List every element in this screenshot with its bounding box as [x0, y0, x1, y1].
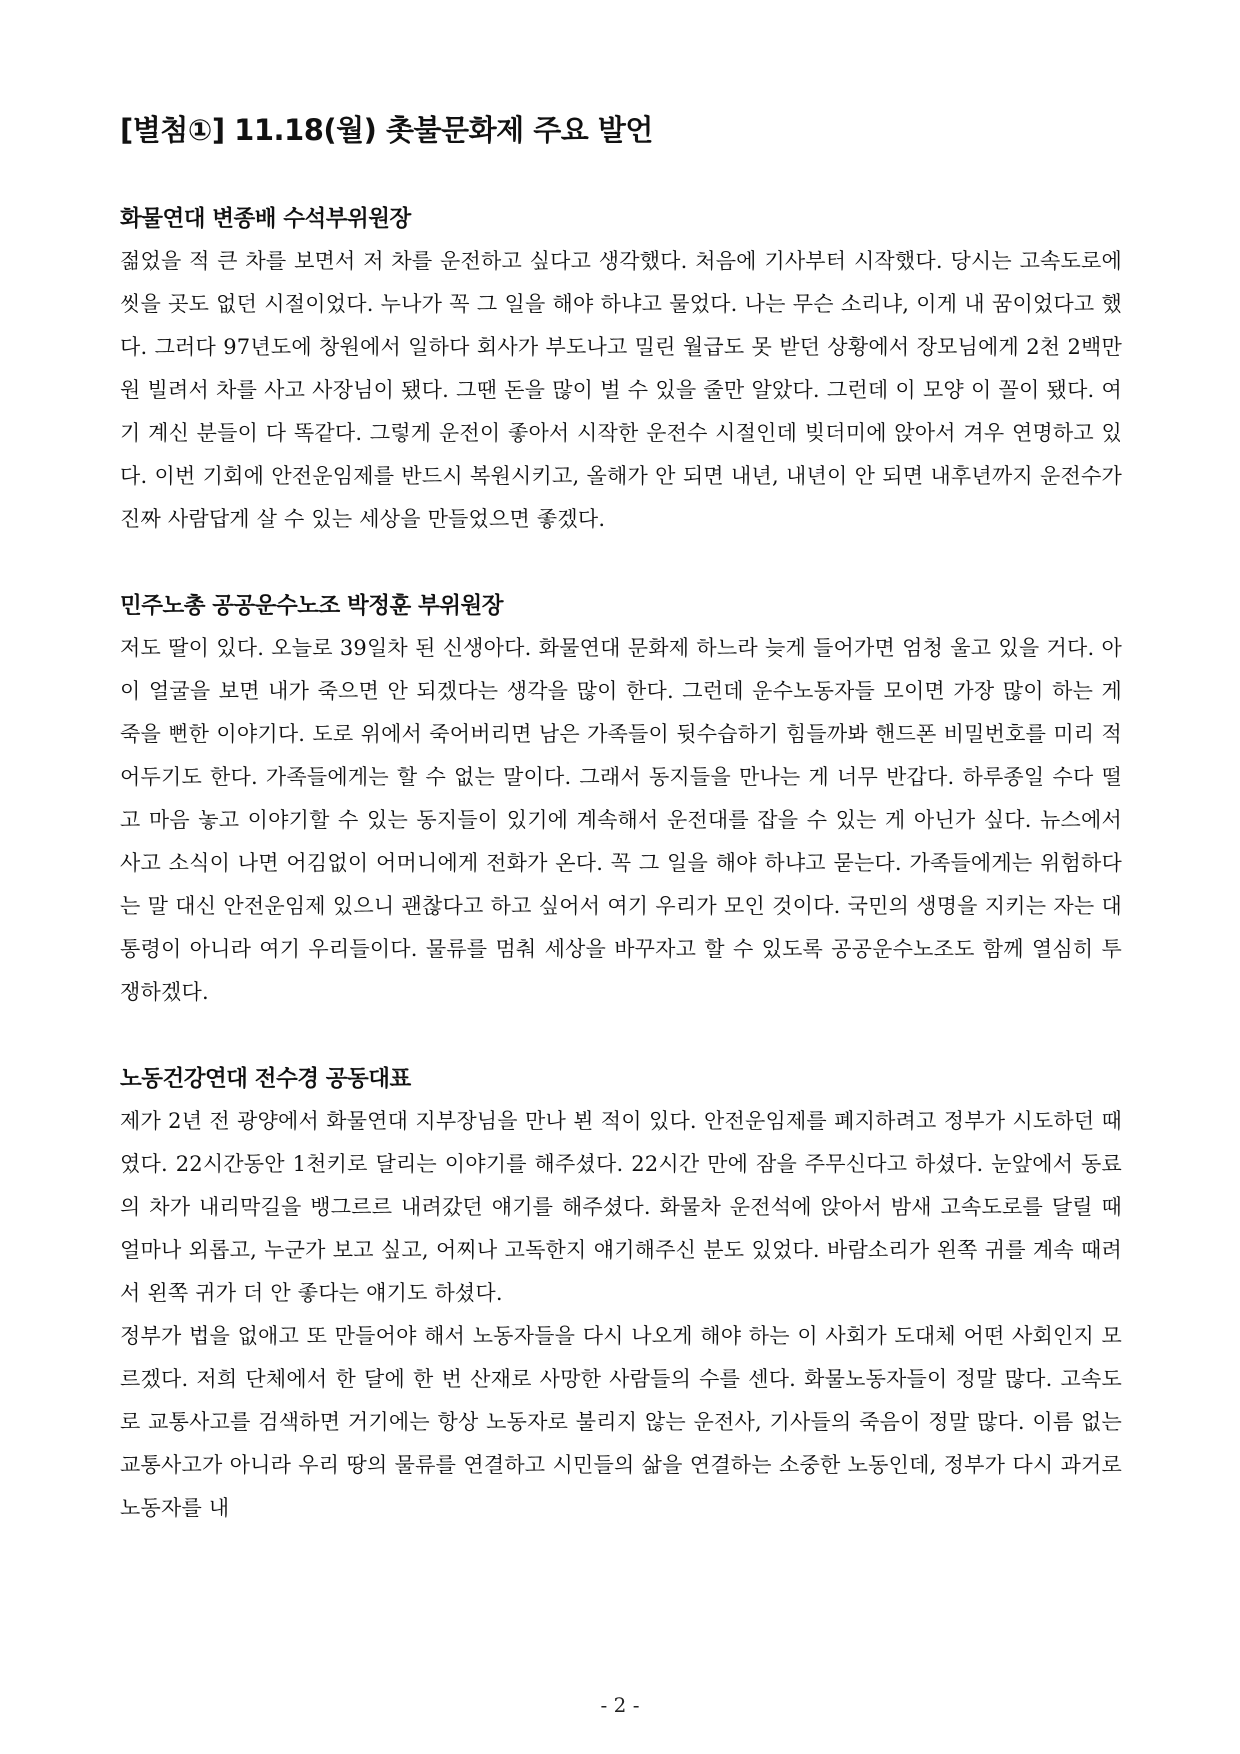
- speaker-heading: 화물연대 변종배 수석부위원장: [120, 206, 411, 232]
- speech-section-3: [120, 1058, 1122, 1530]
- speaker-heading: 노동건강연대 전수경 공동대표: [120, 1066, 411, 1092]
- speech-paragraph: 정부가 법을 없애고 또 만들어야 해서 노동자들을 다시 나오게 해야 하는 이 사회가 도대체 어떤 사회인지 모르겠다. 저희 단체에서 한 달에 한 번 산재로 사망한 사람들의 수를 센다. 화물노동자들이 정말 많다. 고속도로 교통사고를 검색하면 거기에는 항상 노동자로 불리지 않는 운전사, 기사들의 죽음이 정말 많다. 이름 없는 교통사고가 아니라 우리 땅의 물류를 연결하고 시민들의 삶을 연결하는 소중한 노동인데, 정부가 다시 과거로 노동자를 내: [120, 1324, 1122, 1520]
- speech-paragraph: 저도 딸이 있다. 오늘로 39일차 된 신생아다. 화물연대 문화제 하느라 늦게 들어가면 엄청 울고 있을 거다. 아이 얼굴을 보면 내가 죽으면 안 되겠다는 생각을 많이 한다. 그런데 운수노동자들 모이면 가장 많이 하는 게 죽을 뻔한 이야기다. 도로 위에서 죽어버리면 남은 가족들이 뒷수습하기 힘들까봐 핸드폰 비밀번호를 미리 적어두기도 한다. 가족들에게는 할 수 없는 말이다. 그래서 동지들을 만나는 게 너무 반갑다. 하루종일 수다 떨고 마음 놓고 이야기할 수 있는 동지들이 있기에 계속해서 운전대를 잡을 수 있는 게 아닌가 싶다. 뉴스에서 사고 소식이 나면 어김없이 어머니에게 전화가 온다. 꼭 그 일을 해야 하냐고 묻는다. 가족들에게는 위험하다는 말 대신 안전운임제 있으니 괜찮다고 하고 싶어서 여기 우리가 모인 것이다. 국민의 생명을 지키는 자는 대통령이 아니라 여기 우리들이다. 물류를 멈춰 세상을 바꾸자고 할 수 있도록 공공운수노조도 함께 열심히 투쟁하겠다.: [120, 636, 1122, 1004]
- speech-section-2: [120, 585, 1122, 1014]
- speech-paragraph: 제가 2년 전 광양에서 화물연대 지부장님을 만나 뵌 적이 있다. 안전운임제를 폐지하려고 정부가 시도하던 때였다. 22시간동안 1천키로 달리는 이야기를 해주셨다. 22시간 만에 잠을 주무신다고 하셨다. 눈앞에서 동료의 차가 내리막길을 뱅그르르 내려갔던 얘기를 해주셨다. 화물차 운전석에 앉아서 밤새 고속도로를 달릴 때 얼마나 외롭고, 누군가 보고 싶고, 어찌나 고독한지 얘기해주신 분도 있었다. 바람소리가 왼쪽 귀를 계속 때려서 왼쪽 귀가 더 안 좋다는 얘기도 하셨다.: [120, 1109, 1122, 1305]
- speech-section-1: [120, 198, 1122, 541]
- document-page: [120, 110, 1122, 1574]
- document-title: [별첨①] 11.18(월) 촛불문화제 주요 발언: [120, 113, 653, 147]
- page-number: - 2 -: [600, 1693, 640, 1717]
- speaker-heading: 민주노총 공공운수노조 박정훈 부위원장: [120, 593, 503, 619]
- speech-paragraph: 젊었을 적 큰 차를 보면서 저 차를 운전하고 싶다고 생각했다. 처음에 기사부터 시작했다. 당시는 고속도로에 씻을 곳도 없던 시절이었다. 누나가 꼭 그 일을 해야 하냐고 물었다. 나는 무슨 소리냐, 이게 내 꿈이었다고 했다. 그러다 97년도에 창원에서 일하다 회사가 부도나고 밀린 월급도 못 받던 상황에서 장모님에게 2천 2백만원 빌려서 차를 사고 사장님이 됐다. 그땐 돈을 많이 벌 수 있을 줄만 알았다. 그런데 이 모양 이 꼴이 됐다. 여기 계신 분들이 다 똑같다. 그렇게 운전이 좋아서 시작한 운전수 시절인데 빚더미에 앉아서 겨우 연명하고 있다. 이번 기회에 안전운임제를 반드시 복원시키고, 올해가 안 되면 내년, 내년이 안 되면 내후년까지 운전수가 진짜 사람답게 살 수 있는 세상을 만들었으면 좋겠다.: [120, 249, 1122, 531]
